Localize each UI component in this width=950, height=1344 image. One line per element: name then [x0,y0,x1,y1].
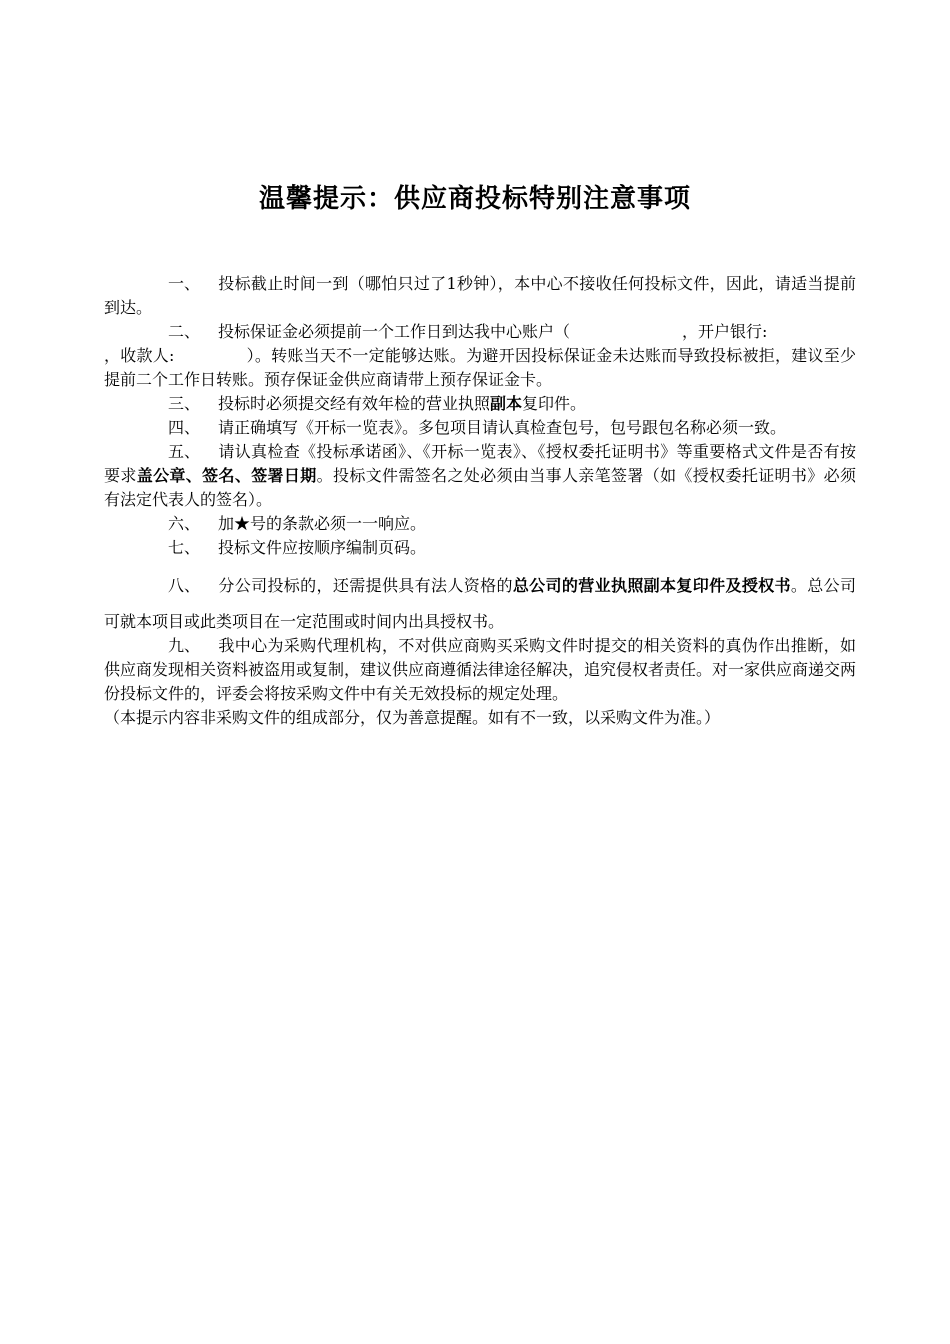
item-text: 投标保证金必须提前一个工作日到达我中心账户（ [218,322,571,341]
item-text: ，开户银行: [682,322,768,341]
item-number: 二、 [168,322,201,341]
item-number: 九、 [168,636,201,655]
notice-item-4 [104,416,856,440]
item-number: 六、 [168,514,201,533]
item-number: 四、 [168,418,201,437]
notice-item-6 [104,512,856,536]
item-number: 三、 [168,394,201,413]
notice-item-9 [104,634,856,706]
item-text: 请正确填写《开标一览表》。多包项目请认真检查包号，包号跟包名称必须一致。 [218,418,787,437]
item-emphasis: 副本 [490,394,523,413]
item-text: 加★号的条款必须一一响应。 [218,514,427,533]
notice-item-3 [104,392,856,416]
item-text: 。投标文件需签名之处必须由当事人亲笔签署（如《授权委托证明书》必须有法定代表人的签名）。 [104,466,856,509]
item-text: 分公司投标的，还需提供具有法人资格的 [218,576,513,595]
item-text: 投标时必须提交经有效年检的营业执照 [218,394,491,413]
notice-item-1 [104,272,856,320]
item-emphasis: 盖公章、签名、签署日期 [136,466,317,485]
item-number: 五、 [168,442,201,461]
item-text: ）。转账当天不一定能够达账。为避开因投标保证金未达账而导致投标被拒，建议至少提前二个工作日转账。预存保证金供应商请带上预存保证金卡。 [104,346,856,389]
item-text: 复印件。 [522,394,587,413]
item-text: 请认真检查《投标承诺函》、《开标一览表》、《授权委托证明书》等重要格式文件是否有按要求 [104,442,856,485]
item-number: 七、 [168,538,201,557]
item-text: 投标文件应按顺序编制页码。 [218,538,427,557]
item-emphasis: 总公司的营业执照副本复印件及授权书 [512,576,791,595]
notice-item-8 [104,568,856,640]
notice-item-2 [104,320,856,392]
notice-item-7 [104,536,856,560]
item-number: 一、 [168,274,201,293]
item-text: 我中心为采购代理机构，不对供应商购买采购文件时提交的相关资料的真伪作出推断，如供应商发现相关资料被盗用或复制，建议供应商遵循法律途径解决，追究侵权者责任。对一家供应商递交两份投标文件的，评委会将按采购文件中有关无效投标的规定处理。 [104,636,857,703]
disclaimer-note: （本提示内容非采购文件的组成部分，仅为善意提醒。如有不一致，以采购文件为准。） [104,708,721,727]
item-number: 八、 [168,576,201,595]
item-text: 投标截止时间一到（哪怕只过了1秒钟），本中心不接收任何投标文件，因此，请适当提前到达。 [104,274,856,317]
notice-item-5 [104,440,856,512]
item-text: 。总公司可就本项目或此类项目在一定范围或时间内出具授权书。 [104,576,856,631]
page-title: 温馨提示：供应商投标特别注意事项 [258,184,691,214]
item-text: ，收款人: [104,346,175,365]
notice-body [104,272,856,730]
